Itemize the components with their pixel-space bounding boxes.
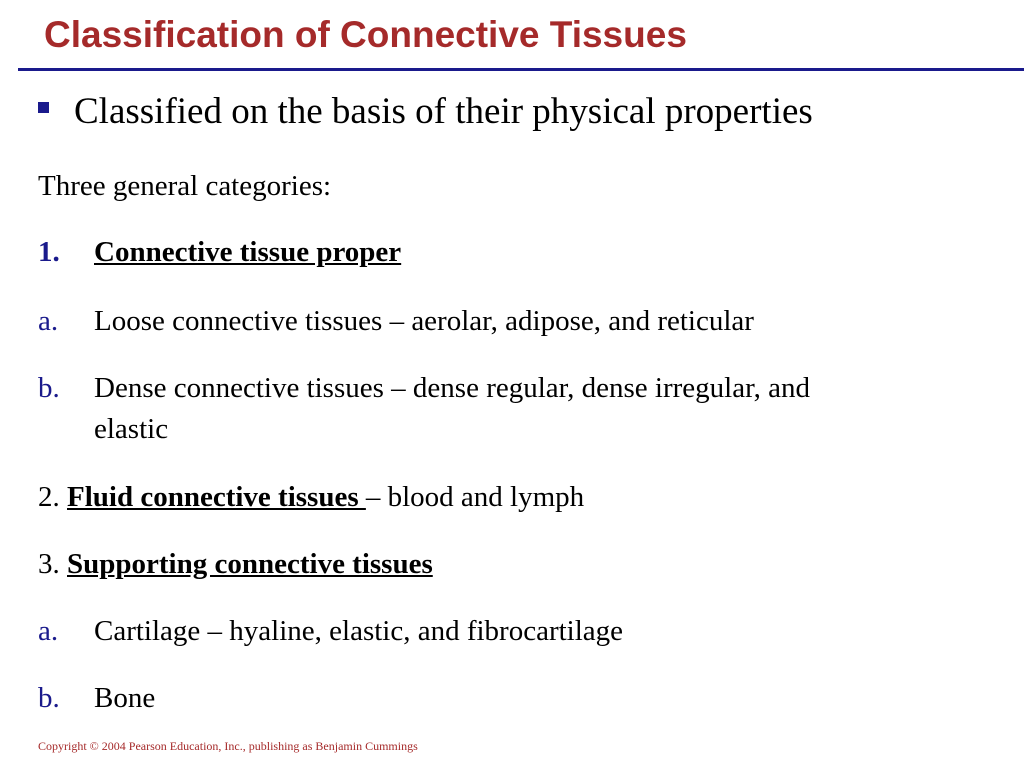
item-text: Loose connective tissues – aerolar, adipose, and reticular <box>94 305 754 337</box>
item-marker: 3. <box>38 548 60 580</box>
intro-text: Three general categories: <box>38 170 332 202</box>
slide-title: Classification of Connective Tissues <box>44 14 687 55</box>
item-rest-text: – blood and lymph <box>365 481 585 513</box>
item-marker: 1. <box>38 236 60 268</box>
item-text: Bone <box>94 682 156 714</box>
item-marker: a. <box>38 305 59 337</box>
list-item <box>38 548 433 581</box>
item-heading: Fluid connective tissues <box>67 481 366 513</box>
copyright-footer: Copyright © 2004 Pearson Education, Inc., publishing as Benjamin Cummings <box>38 739 418 753</box>
item-text: Dense connective tissues – dense regular, dense irregular, and <box>94 372 810 404</box>
item-marker: a. <box>38 615 59 647</box>
item-heading: Connective tissue proper <box>94 236 402 268</box>
item-text-continued: elastic <box>94 413 169 445</box>
item-marker: b. <box>38 372 60 404</box>
list-item <box>38 481 584 514</box>
main-bullet-text: Classified on the basis of their physical properties <box>74 91 813 132</box>
item-marker: b. <box>38 682 60 714</box>
square-bullet-icon <box>38 102 49 113</box>
item-heading: Supporting connective tissues <box>67 548 433 580</box>
title-divider <box>18 68 1024 71</box>
item-text: Cartilage – hyaline, elastic, and fibrocartilage <box>94 615 624 647</box>
item-marker: 2. <box>38 481 60 513</box>
